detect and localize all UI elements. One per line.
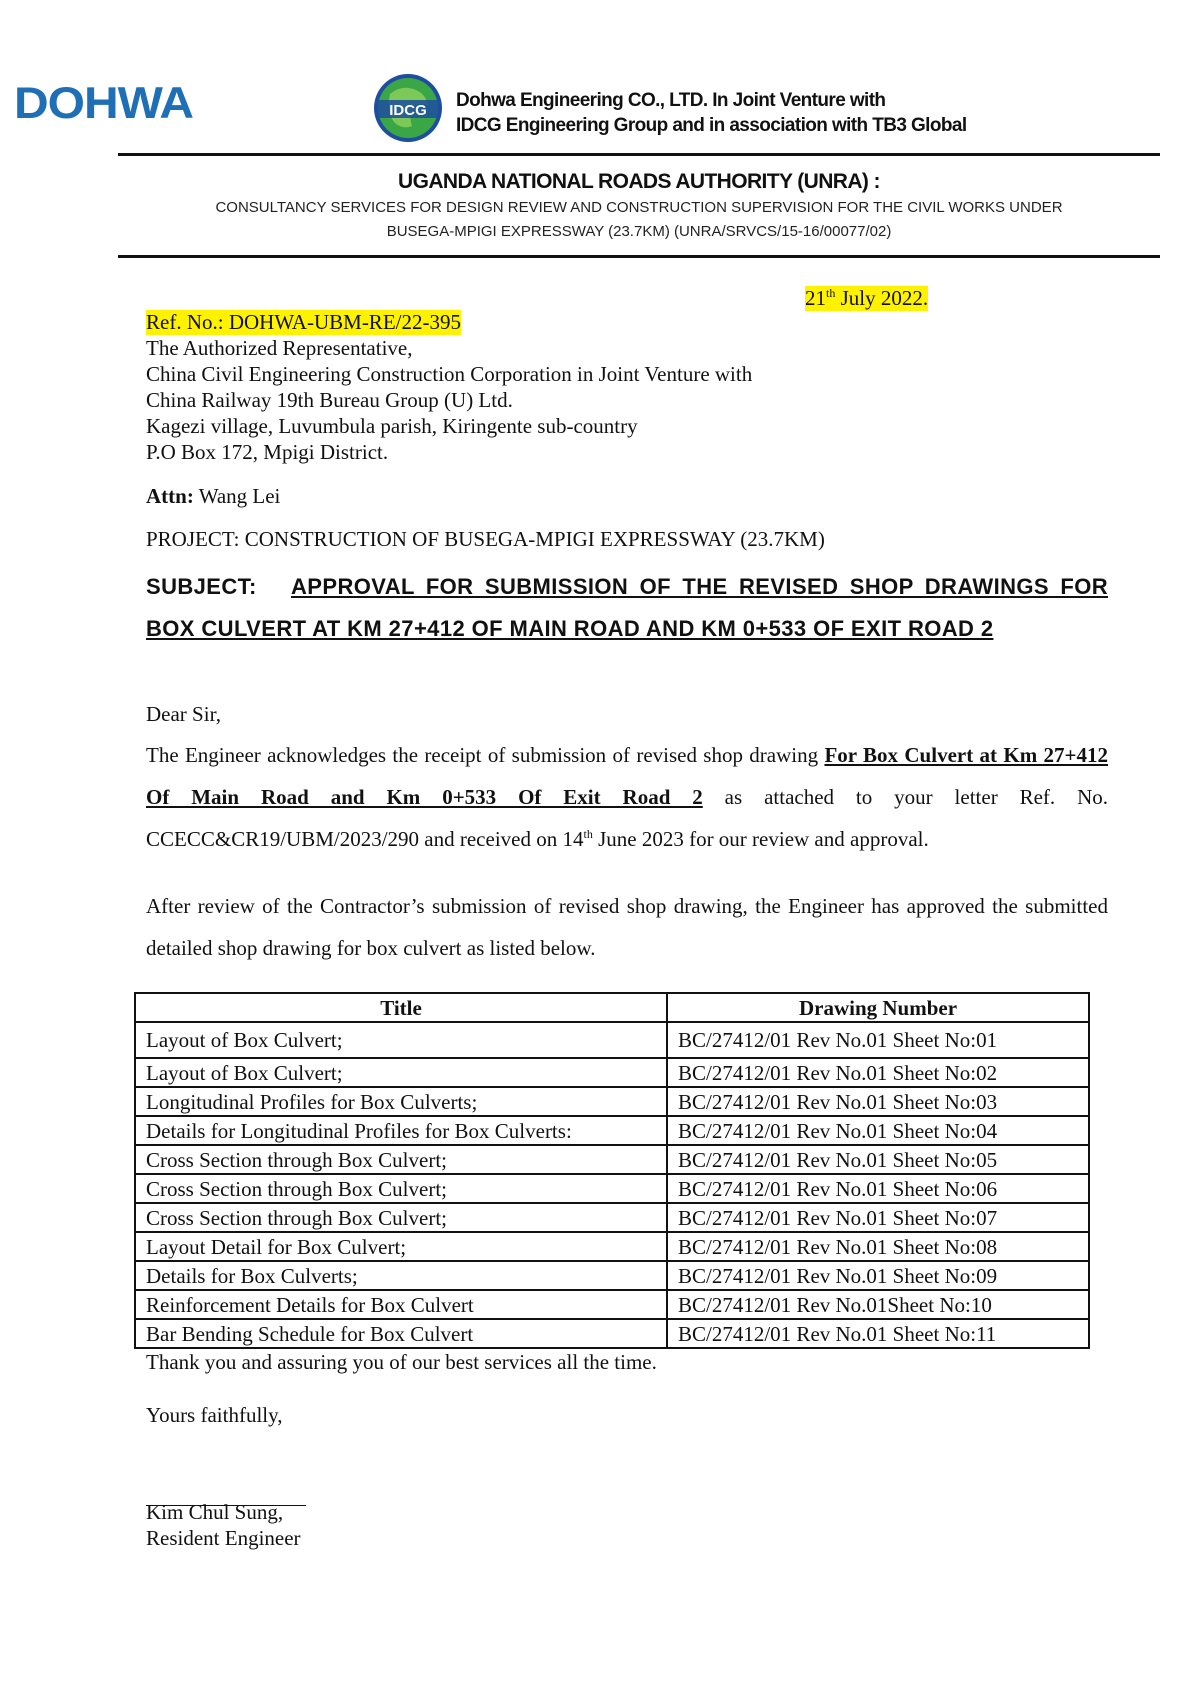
date-rest: July 2022. — [835, 286, 929, 310]
attn-name: Wang Lei — [193, 484, 281, 508]
table-row — [135, 1261, 1089, 1290]
signatory-name: Kim Chul Sung, — [146, 1500, 284, 1524]
closing-thanks: Thank you and assuring you of our best services all the time. — [146, 1350, 657, 1374]
dohwa-logo: DOHWA — [14, 79, 193, 128]
table-row — [135, 1174, 1089, 1203]
addressee-line: P.O Box 172, Mpigi District. — [146, 440, 389, 464]
table-header-row — [135, 993, 1089, 1022]
cell-title: Bar Bending Schedule for Box Culvert — [135, 1319, 667, 1348]
cell-title: Layout of Box Culvert; — [135, 1022, 667, 1058]
table-row — [135, 1290, 1089, 1319]
table-row — [135, 1058, 1089, 1087]
addressee-line: The Authorized Representative, — [146, 336, 413, 360]
services-line-2: BUSEGA-MPIGI EXPRESSWAY (23.7KM) (UNRA/SRVCS/15-16/00077/02) — [386, 223, 892, 240]
jv-line-2: IDCG Engineering Group and in association with TB3 Global — [456, 115, 967, 136]
cell-title: Layout of Box Culvert; — [135, 1058, 667, 1087]
cell-drawing-number: BC/27412/01 Rev No.01 Sheet No:05 — [667, 1145, 1089, 1174]
closing-yours-faithfully: Yours faithfully, — [146, 1403, 283, 1427]
addressee-line: China Railway 19th Bureau Group (U) Ltd. — [146, 388, 513, 412]
attn-label: Attn: — [146, 484, 194, 508]
cell-drawing-number: BC/27412/01 Rev No.01 Sheet No:01 — [667, 1022, 1089, 1058]
cell-title: Details for Box Culverts; — [135, 1261, 667, 1290]
services-line-1: CONSULTANCY SERVICES FOR DESIGN REVIEW AND CONSTRUCTION SUPERVISION FOR THE CIVIL WORKS UNDER — [215, 199, 1063, 216]
para1-drawing-name: For Box Culvert at Km 27+412 Of Main Road and Km 0+533 Of Exit Road 2 — [146, 743, 1108, 809]
cell-title: Layout Detail for Box Culvert; — [135, 1232, 667, 1261]
table-row — [135, 1022, 1089, 1058]
addressee-line: China Civil Engineering Construction Corporation in Joint Venture with — [146, 362, 753, 386]
table-row — [135, 1087, 1089, 1116]
cell-drawing-number: BC/27412/01 Rev No.01 Sheet No:02 — [667, 1058, 1089, 1087]
paragraph-review: After review of the Contractor’s submission of revised shop drawing, the Engineer has approved the submitted detailed shop drawing for box culvert as listed below. — [146, 894, 1108, 960]
cell-drawing-number: BC/27412/01 Rev No.01Sheet No:10 — [667, 1290, 1089, 1319]
cell-drawing-number: BC/27412/01 Rev No.01 Sheet No:03 — [667, 1087, 1089, 1116]
table-row — [135, 1203, 1089, 1232]
subject-label: SUBJECT: — [146, 574, 257, 599]
cell-drawing-number: BC/27412/01 Rev No.01 Sheet No:11 — [667, 1319, 1089, 1348]
idcg-globe-logo — [372, 72, 444, 144]
para1-part: June 2023 for our review and approval. — [592, 827, 929, 851]
salutation: Dear Sir, — [146, 702, 221, 726]
cell-drawing-number: BC/27412/01 Rev No.01 Sheet No:04 — [667, 1116, 1089, 1145]
cell-title: Cross Section through Box Culvert; — [135, 1203, 667, 1232]
signatory-title: Resident Engineer — [146, 1526, 301, 1550]
cell-drawing-number: BC/27412/01 Rev No.01 Sheet No:08 — [667, 1232, 1089, 1261]
cell-title: Cross Section through Box Culvert; — [135, 1145, 667, 1174]
attn-line — [146, 484, 280, 509]
idcg-logo-text: IDCG — [389, 102, 427, 119]
ref-number: Ref. No.: DOHWA-UBM-RE/22-395 — [146, 310, 461, 334]
cell-title: Cross Section through Box Culvert; — [135, 1174, 667, 1203]
table-row — [135, 1116, 1089, 1145]
cell-title: Details for Longitudinal Profiles for Box Culverts: — [135, 1116, 667, 1145]
letter-date — [805, 286, 928, 311]
addressee-line: Kagezi village, Luvumbula parish, Kiringente sub-country — [146, 414, 638, 438]
header-rule-bottom — [118, 255, 1160, 258]
table-row — [135, 1145, 1089, 1174]
para1-sup: th — [583, 827, 593, 841]
table-row — [135, 1232, 1089, 1261]
date-day: 21 — [805, 286, 826, 310]
para1-part: The Engineer acknowledges the receipt of submission of revised shop drawing — [146, 743, 825, 767]
project-line: PROJECT: CONSTRUCTION OF BUSEGA-MPIGI EXPRESSWAY (23.7KM) — [146, 527, 825, 551]
cell-drawing-number: BC/27412/01 Rev No.01 Sheet No:09 — [667, 1261, 1089, 1290]
table-row — [135, 1319, 1089, 1348]
header-rule-top — [118, 153, 1160, 156]
cell-drawing-number: BC/27412/01 Rev No.01 Sheet No:06 — [667, 1174, 1089, 1203]
subject-heading — [146, 566, 1108, 650]
paragraph-acknowledgement — [146, 734, 1108, 860]
cell-drawing-number: BC/27412/01 Rev No.01 Sheet No:07 — [667, 1203, 1089, 1232]
jv-line-1: Dohwa Engineering CO., LTD. In Joint Venture with — [456, 90, 886, 111]
drawing-table — [134, 992, 1090, 1349]
para1-part: as attached to your letter Ref. No. CCECC&CR19/UBM/2023/290 and received on 14 — [146, 785, 1108, 851]
authority-title: UGANDA NATIONAL ROADS AUTHORITY (UNRA) : — [398, 170, 880, 193]
date-suffix: th — [826, 286, 836, 300]
cell-title: Reinforcement Details for Box Culvert — [135, 1290, 667, 1319]
column-header-drawing-number: Drawing Number — [667, 993, 1089, 1022]
column-header-title: Title — [135, 993, 667, 1022]
subject-text: APPROVAL FOR SUBMISSION OF THE REVISED SHOP DRAWINGS FOR BOX CULVERT AT KM 27+412 OF MAIN ROAD AND KM 0+533 OF EXIT ROAD 2 — [146, 574, 1108, 641]
cell-title: Longitudinal Profiles for Box Culverts; — [135, 1087, 667, 1116]
